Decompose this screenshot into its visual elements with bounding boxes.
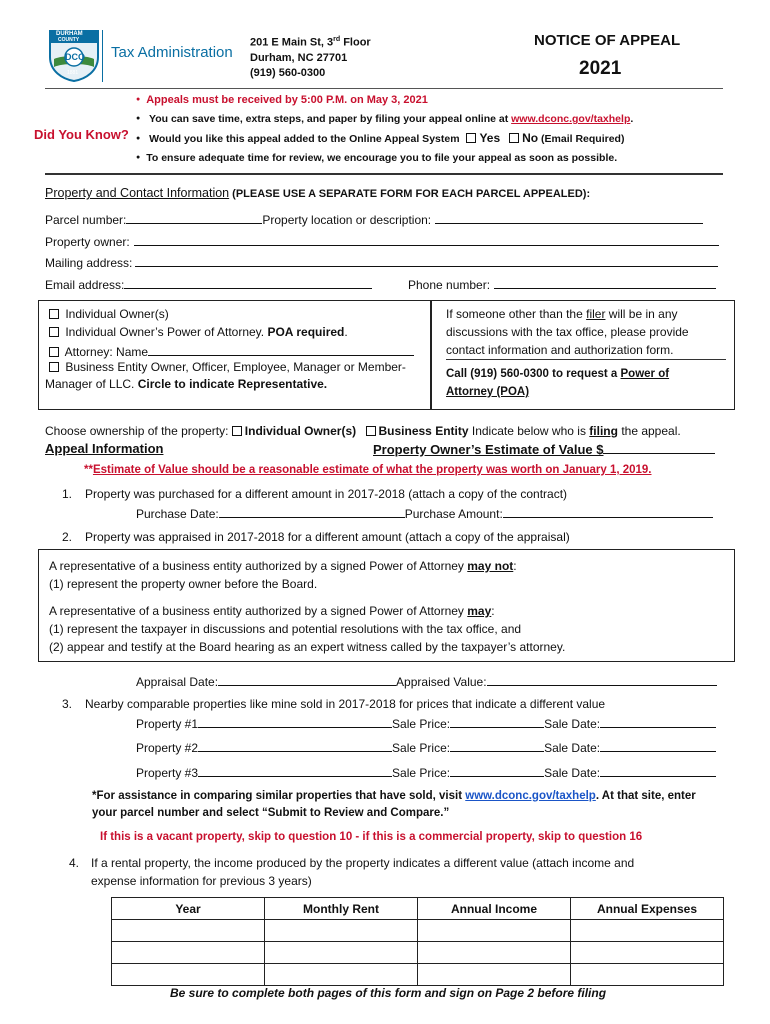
box-p1-item: (1) represent the property owner before the Board.	[49, 577, 318, 591]
email-required: (Email Required)	[541, 133, 625, 145]
poa-info-text-1: If someone other than the	[446, 307, 583, 321]
box-p2-item-2: (2) appear and testify at the Board hearing as an expert witness called by the taxpayer’s attorney.	[49, 640, 566, 654]
rep-option-2-label: Individual Owner’s Power of Attorney.	[65, 325, 265, 339]
email-field[interactable]	[124, 276, 372, 289]
property-heading	[45, 186, 590, 200]
header-rule	[45, 88, 723, 89]
purchase-date-field[interactable]	[219, 505, 405, 518]
box-p1-text: A representative of a business entity authorized by a signed Power of Attorney	[49, 559, 464, 573]
sale-date-label-1: Sale Date:	[544, 717, 601, 731]
property-heading-note: (PLEASE USE A SEPARATE FORM FOR EACH PARCEL APPEALED):	[229, 188, 591, 200]
section-rule	[45, 173, 723, 175]
did-you-know-label: Did You Know?	[34, 127, 129, 142]
rep-option-2: Individual Owner’s Power of Attorney. POA required.	[49, 325, 348, 339]
filing-word: filing	[589, 424, 618, 438]
may: may	[467, 604, 492, 618]
poa-info-line-3: contact information and authorization form.	[446, 343, 674, 357]
col-annual-income: Annual Income	[418, 898, 571, 920]
assist-line-2: your parcel number and select “Submit to Review and Compare.”	[92, 807, 450, 819]
attorney-checkbox[interactable]	[49, 347, 59, 357]
table-cell[interactable]	[571, 942, 724, 964]
poa-link-1: Power of	[620, 368, 670, 380]
skip-note: If this is a vacant property, skip to question 10 - if this is a commercial property, skip to question 16	[100, 831, 643, 843]
appraisal-date-label: Appraisal Date:	[136, 675, 219, 689]
page-footer-note: Be sure to complete both pages of this form and sign on Page 2 before filing	[170, 986, 607, 1000]
comparable-address-3[interactable]	[198, 764, 392, 777]
seal-text-4: 1881	[67, 70, 79, 76]
comparable-row-1	[136, 715, 716, 731]
parcel-row	[45, 211, 703, 227]
header-phone: (919) 560-0300	[250, 67, 326, 79]
table-cell[interactable]	[265, 942, 418, 964]
sale-date-label-3: Sale Date:	[544, 766, 601, 780]
q1-text: Property was purchased for a different amount in 2017-2018 (attach a copy of the contract)	[85, 487, 568, 501]
mailing-label: Mailing address:	[45, 256, 133, 270]
no-checkbox[interactable]	[509, 133, 519, 143]
address-line-1: 201 E Main St, 3rd Floor	[250, 36, 371, 49]
online-system-bullet	[136, 131, 624, 145]
online-text: You can save time, extra steps, and paper by filing your appeal online at	[148, 113, 512, 125]
taxhelp-link[interactable]: www.dconc.gov/taxhelp	[511, 113, 631, 125]
ownership-suffix-1: Indicate below who is	[471, 424, 586, 438]
attorney-name-field[interactable]	[148, 343, 414, 356]
address-line-2: Durham, NC 27701	[250, 52, 348, 64]
deadline-text: Appeals must be received by 5:00 P.M. on May 3, 2021	[146, 94, 428, 106]
rep-option-4-cont	[45, 377, 327, 391]
email-label: Email address:	[45, 278, 125, 292]
purchase-date-label: Purchase Date:	[136, 507, 219, 521]
table-row	[112, 942, 724, 964]
poa-info-line-1	[446, 307, 678, 321]
appraised-value-field[interactable]	[487, 673, 717, 686]
comparable-address-2[interactable]	[198, 739, 392, 752]
rep-option-1	[49, 307, 169, 321]
box-p2-item-1: (1) represent the taxpayer in discussions and potential resolutions with the tax office, and	[49, 622, 522, 636]
sale-date-field-1[interactable]	[600, 715, 716, 728]
comparable-label-3: Property #3	[136, 766, 199, 780]
filer-word: filer	[586, 307, 606, 321]
sale-price-label-3: Sale Price:	[392, 766, 451, 780]
notice-title: NOTICE OF APPEAL	[534, 32, 681, 49]
yes-label: Yes	[479, 131, 501, 145]
poa-call-line	[446, 368, 669, 380]
phone-label: Phone number:	[408, 278, 491, 292]
owner-label: Property owner:	[45, 235, 130, 249]
box-p1: A representative of a business entity authorized by a signed Power of Attorney may not:	[49, 559, 517, 573]
rep-option-3	[49, 343, 414, 359]
comparable-address-1[interactable]	[198, 715, 392, 728]
rep-option-3-label: Attorney: Name	[64, 345, 149, 359]
yes-checkbox[interactable]	[466, 133, 476, 143]
sale-price-label-2: Sale Price:	[392, 741, 451, 755]
ownership-individual-checkbox[interactable]	[232, 426, 242, 436]
mailing-row	[45, 254, 718, 270]
appraisal-row	[136, 673, 717, 689]
parcel-label: Parcel number:	[45, 213, 127, 227]
col-monthly-rent: Monthly Rent	[265, 898, 418, 920]
assist-text-b: . At that site, enter	[595, 790, 696, 802]
estimate-note-text: Estimate of Value should be a reasonable estimate of what the property was worth on January 1, 2019.	[92, 464, 652, 476]
appraisal-date-field[interactable]	[218, 673, 396, 686]
q4-line-2: expense information for previous 3 years)	[91, 874, 312, 888]
box-p2-text: A representative of a business entity authorized by a signed Power of Attorney	[49, 604, 464, 618]
table-cell[interactable]	[265, 920, 418, 942]
sale-date-field-3[interactable]	[600, 764, 716, 777]
table-cell[interactable]	[418, 942, 571, 964]
comparable-label-2: Property #2	[136, 741, 199, 755]
sale-price-field-2[interactable]	[450, 739, 544, 752]
q2-text: Property was appraised in 2017-2018 for a different amount (attach a copy of the appraisal)	[85, 530, 570, 544]
department-name: Tax Administration	[111, 44, 233, 61]
poa-info-line-2: discussions with the tax office, please provide	[446, 325, 689, 339]
rep-option-4-label: Business Entity Owner, Officer, Employee, Manager or Member-	[65, 360, 406, 374]
poa-call-text: Call (919) 560-0300 to request a	[446, 368, 618, 380]
ownership-individual-label: Individual Owner(s)	[244, 424, 357, 438]
sale-price-field-3[interactable]	[450, 764, 544, 777]
rep-option-4-cont-label: Manager of LLC.	[45, 377, 135, 391]
poa-required: POA required	[267, 325, 345, 339]
sale-price-field-1[interactable]	[450, 715, 544, 728]
logo-divider	[102, 30, 103, 82]
estimate-field[interactable]	[603, 441, 715, 454]
ownership-business-label: Business Entity	[378, 424, 469, 438]
box-p2: A representative of a business entity authorized by a signed Power of Attorney may:	[49, 604, 495, 618]
table-row	[112, 920, 724, 942]
table-header-row	[112, 898, 724, 920]
parcel-field[interactable]	[126, 211, 262, 224]
sale-date-field-2[interactable]	[600, 739, 716, 752]
col-annual-expenses: Annual Expenses	[571, 898, 724, 920]
estimate-note-stars: **	[84, 464, 93, 476]
phone-field[interactable]	[494, 276, 716, 289]
deadline-bullet	[136, 94, 428, 106]
table-cell[interactable]	[571, 964, 724, 986]
ownership-prefix: Choose ownership of the property:	[45, 424, 229, 438]
table-cell[interactable]	[112, 942, 265, 964]
no-label: No	[522, 131, 539, 145]
table-row	[112, 964, 724, 986]
sale-date-label-2: Sale Date:	[544, 741, 601, 755]
property-heading-title: Property and Contact Information	[45, 186, 230, 200]
online-bullet: ● You can save time, extra steps, and paper by filing your appeal online at www.dconc.gov/taxhelp.	[136, 113, 633, 125]
may-not: may not	[467, 559, 514, 573]
estimate-note	[84, 464, 652, 476]
appraised-value-label: Appraised Value:	[396, 675, 487, 689]
purchase-amount-label: Purchase Amount:	[404, 507, 503, 521]
q2-num: 2.	[62, 530, 73, 544]
location-label: Property location or description:	[262, 213, 432, 227]
circle-representative: Circle to indicate Representative.	[137, 377, 328, 391]
q4-num: 4.	[69, 856, 80, 870]
assist-link[interactable]: www.dconc.gov/taxhelp	[465, 790, 596, 802]
col-year: Year	[112, 898, 265, 920]
county-seal-logo	[46, 27, 102, 83]
estimate-heading: Property Owner’s Estimate of Value $	[373, 442, 604, 457]
q4-line-1: If a rental property, the income produced by the property indicates a different value (attach income and	[91, 856, 635, 870]
estimate-row	[373, 441, 715, 457]
email-row	[45, 276, 372, 292]
poa-link-2: Attorney (POA)	[446, 386, 530, 398]
poa-checkbox[interactable]	[49, 327, 59, 337]
review-text: To ensure adequate time for review, we encourage you to file your appeal as soon as possible.	[146, 152, 618, 164]
table-cell[interactable]	[571, 920, 724, 942]
poa-info-divider	[446, 359, 726, 360]
business-entity-checkbox[interactable]	[49, 362, 59, 372]
q3-text: Nearby comparable properties like mine sold in 2017-2018 for prices that indicate a different value	[85, 697, 606, 711]
rep-option-4	[49, 360, 406, 374]
owner-field[interactable]	[134, 233, 719, 246]
online-system-text: Would you like this appeal added to the Online Appeal System	[149, 133, 460, 145]
seal-text-3: DCO	[65, 52, 85, 62]
owner-row	[45, 233, 719, 249]
assist-text-a: *For assistance in comparing similar properties that have sold, visit	[92, 790, 463, 802]
seal-text-1: DURHAM	[56, 31, 83, 37]
rental-income-table	[111, 897, 724, 986]
table-cell[interactable]	[418, 920, 571, 942]
ownership-suffix-2: the appeal.	[621, 424, 681, 438]
mailing-field[interactable]	[135, 254, 718, 267]
q3-num: 3.	[62, 697, 73, 711]
table-cell[interactable]	[265, 964, 418, 986]
comparable-row-2	[136, 739, 716, 755]
notice-year: 2021	[579, 58, 622, 79]
ownership-row	[45, 424, 681, 438]
appeal-heading: Appeal Information	[45, 441, 164, 456]
purchase-amount-field[interactable]	[503, 505, 713, 518]
comparable-label-1: Property #1	[136, 717, 199, 731]
purchase-row	[136, 505, 713, 521]
seal-text-2: COUNTY	[58, 37, 80, 43]
location-field[interactable]	[435, 211, 703, 224]
rep-option-1-label: Individual Owner(s)	[65, 307, 169, 321]
table-cell[interactable]	[418, 964, 571, 986]
sale-price-label-1: Sale Price:	[392, 717, 451, 731]
table-cell[interactable]	[112, 920, 265, 942]
poa-info-text-2: will be in any	[608, 307, 678, 321]
individual-owner-checkbox[interactable]	[49, 309, 59, 319]
review-bullet	[136, 152, 617, 164]
assist-line-1	[92, 790, 696, 802]
phone-row	[408, 276, 716, 292]
table-cell[interactable]	[112, 964, 265, 986]
comparable-row-3	[136, 764, 716, 780]
q1-num: 1.	[62, 487, 73, 501]
ownership-business-checkbox[interactable]	[366, 426, 376, 436]
